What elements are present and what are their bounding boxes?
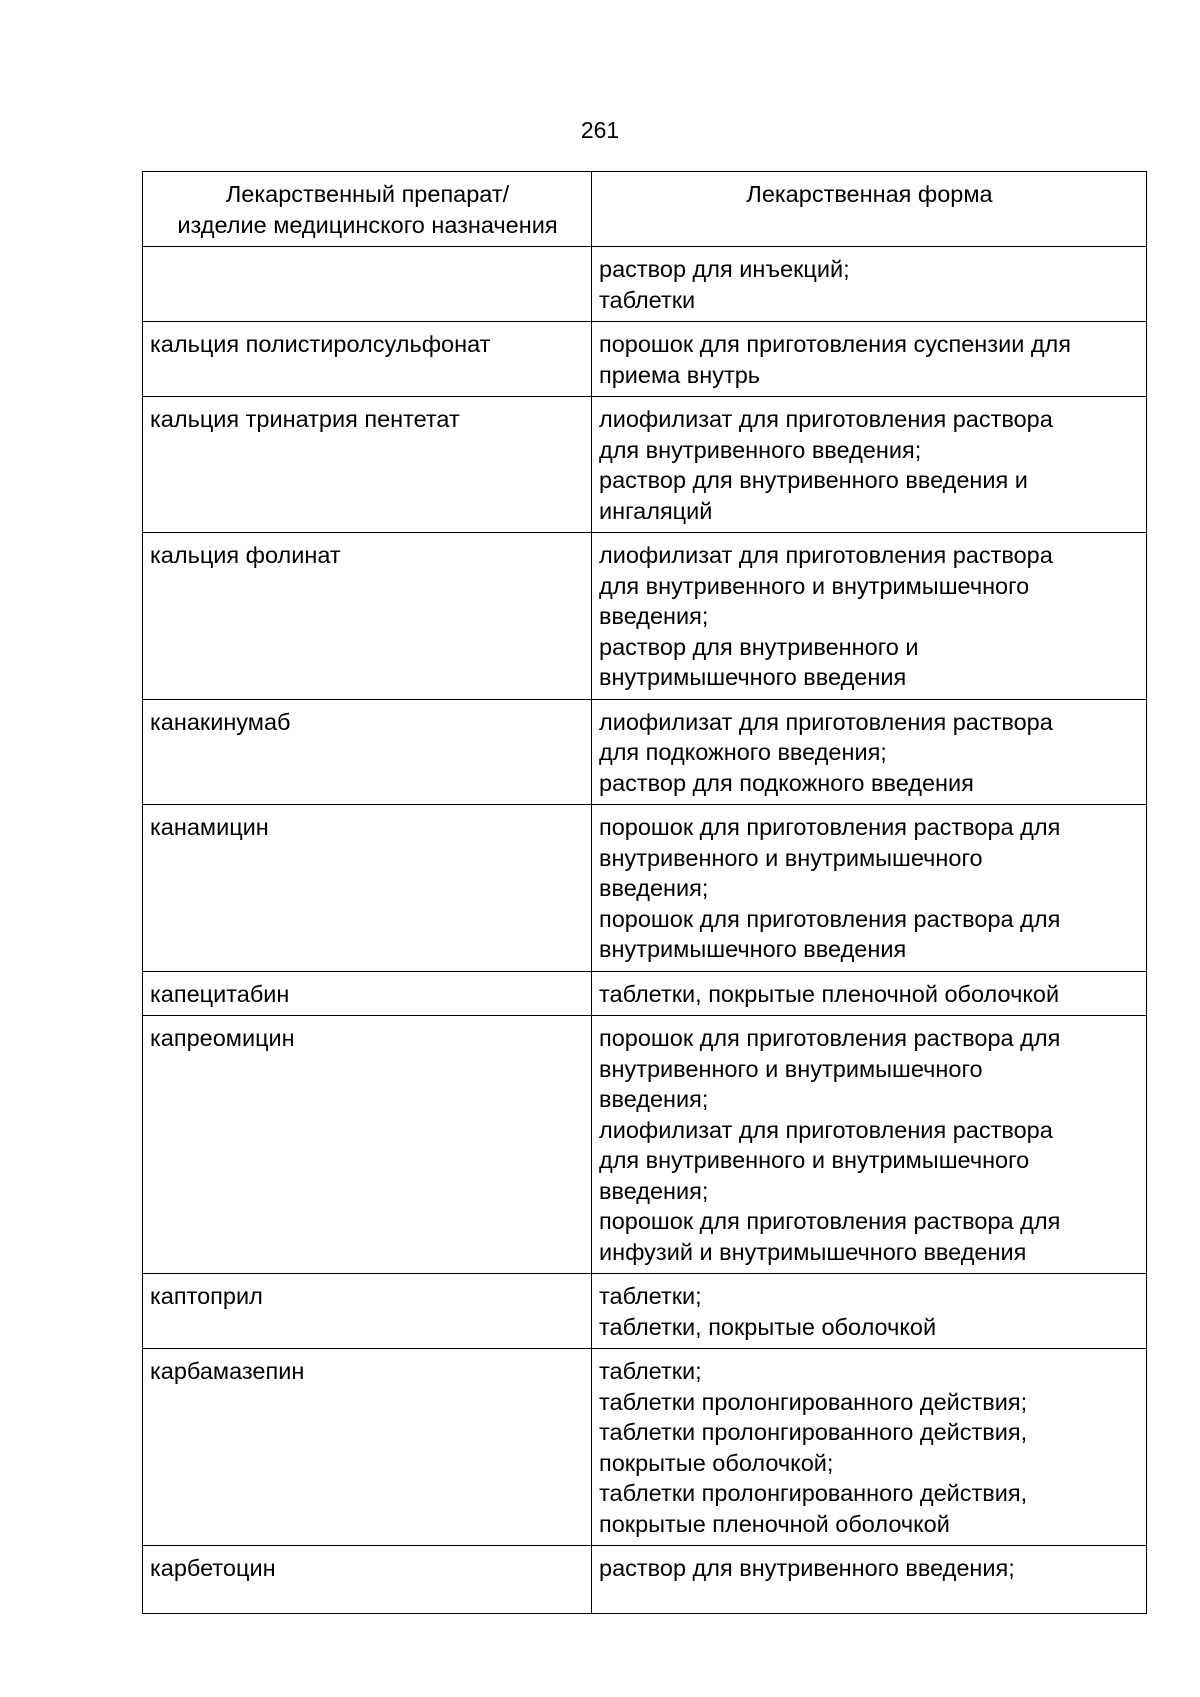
dosage-form-cell bbox=[592, 1274, 1147, 1349]
dosage-form-cell bbox=[592, 1016, 1147, 1274]
table-row bbox=[143, 1349, 1147, 1546]
form-line: покрытые пленочной оболочкой bbox=[599, 1510, 950, 1537]
drug-forms-table bbox=[142, 171, 1147, 1614]
drug-name-cell: кальция полистиролсульфонат bbox=[143, 322, 592, 397]
dosage-form-cell bbox=[592, 397, 1147, 533]
form-line: таблетки; bbox=[599, 1283, 702, 1309]
form-line: внутримышечного введения bbox=[599, 664, 907, 690]
drug-name-cell: карбетоцин bbox=[143, 1546, 592, 1614]
form-line: введения; bbox=[599, 1086, 709, 1112]
table-row bbox=[143, 805, 1147, 972]
form-line: таблетки; bbox=[599, 1358, 702, 1384]
header-dosage-form bbox=[592, 172, 1147, 247]
form-line: таблетки пролонгированного действия, bbox=[599, 1419, 1028, 1445]
drug-name-cell: канакинумаб bbox=[143, 699, 592, 805]
table-row bbox=[143, 533, 1147, 700]
dosage-form-cell bbox=[592, 322, 1147, 397]
header-drug-name bbox=[143, 172, 592, 247]
form-line: таблетки пролонгированного действия; bbox=[599, 1388, 1028, 1415]
drug-name-cell: карбамазепин bbox=[143, 1349, 592, 1546]
drug-name-cell bbox=[143, 247, 592, 322]
page-number: 261 bbox=[580, 117, 620, 143]
table-row bbox=[143, 322, 1147, 397]
drug-name-cell: канамицин bbox=[143, 805, 592, 972]
form-line: раствор для внутривенного и bbox=[599, 633, 919, 660]
drug-name-cell: каптоприл bbox=[143, 1274, 592, 1349]
drug-name-cell: капецитабин bbox=[143, 971, 592, 1016]
dosage-form-cell bbox=[592, 533, 1147, 700]
dosage-form-cell bbox=[592, 1349, 1147, 1546]
form-line: раствор для внутривенного введения и bbox=[599, 467, 1028, 493]
table-header bbox=[143, 172, 1147, 247]
table-row bbox=[143, 247, 1147, 322]
form-line: раствор для внутривенного введения; bbox=[599, 1555, 1015, 1581]
drug-name-cell: кальция фолинат bbox=[143, 533, 592, 700]
form-line: раствор для подкожного введения bbox=[599, 769, 974, 796]
form-line: порошок для приготовления раствора для bbox=[599, 1025, 1061, 1051]
form-line: лиофилизат для приготовления раствора bbox=[599, 708, 1053, 735]
dosage-form-cell bbox=[592, 1546, 1147, 1614]
dosage-form-cell bbox=[592, 247, 1147, 322]
drug-name-cell: кальция тринатрия пентетат bbox=[143, 397, 592, 533]
form-line: введения; bbox=[599, 1177, 709, 1204]
dosage-form-cell bbox=[592, 699, 1147, 805]
header-text-line: Лекарственная форма bbox=[746, 181, 993, 207]
form-line: таблетки bbox=[599, 286, 696, 313]
form-line: лиофилизат для приготовления раствора bbox=[599, 542, 1053, 568]
form-line: покрытые оболочкой; bbox=[599, 1449, 834, 1476]
drug-name-cell: капреомицин bbox=[143, 1016, 592, 1274]
form-line: лиофилизат для приготовления раствора bbox=[599, 1116, 1053, 1143]
form-line: для подкожного введения; bbox=[599, 739, 887, 765]
table-row bbox=[143, 699, 1147, 805]
form-line: лиофилизат для приготовления раствора bbox=[599, 406, 1053, 432]
dosage-form-cell bbox=[592, 805, 1147, 972]
table-row bbox=[143, 1274, 1147, 1349]
table-row bbox=[143, 971, 1147, 1016]
form-line: порошок для приготовления раствора для bbox=[599, 814, 1061, 840]
form-line: порошок для приготовления раствора для bbox=[599, 905, 1061, 932]
form-line: ингаляций bbox=[599, 497, 713, 524]
form-line: порошок для приготовления суспензии для bbox=[599, 331, 1071, 357]
form-line: таблетки, покрытые пленочной оболочкой bbox=[599, 980, 1060, 1007]
form-line: для внутривенного и внутримышечного bbox=[599, 1147, 1030, 1173]
form-line: инфузий и внутримышечного введения bbox=[599, 1238, 1027, 1265]
form-line: введения; bbox=[599, 875, 709, 901]
header-row bbox=[143, 172, 1147, 247]
form-line: внутривенного и внутримышечного bbox=[599, 844, 983, 871]
header-text-line: Лекарственный препарат/ bbox=[225, 181, 510, 207]
form-line: внутривенного и внутримышечного bbox=[599, 1055, 983, 1082]
table-row bbox=[143, 397, 1147, 533]
form-line: для внутривенного введения; bbox=[599, 436, 922, 463]
form-line: внутримышечного введения bbox=[599, 936, 907, 962]
form-line: введения; bbox=[599, 603, 709, 629]
table-row bbox=[143, 1016, 1147, 1274]
form-line: порошок для приготовления раствора для bbox=[599, 1208, 1061, 1234]
form-line: раствор для инъекций; bbox=[599, 256, 850, 282]
form-line: для внутривенного и внутримышечного bbox=[599, 572, 1030, 599]
table-row bbox=[143, 1546, 1147, 1614]
form-line: таблетки пролонгированного действия, bbox=[599, 1480, 1028, 1506]
dosage-form-cell bbox=[592, 971, 1147, 1016]
form-line: таблетки, покрытые оболочкой bbox=[599, 1313, 937, 1340]
header-text-line: изделие медицинского назначения bbox=[177, 211, 558, 238]
form-line: приема внутрь bbox=[599, 361, 761, 388]
